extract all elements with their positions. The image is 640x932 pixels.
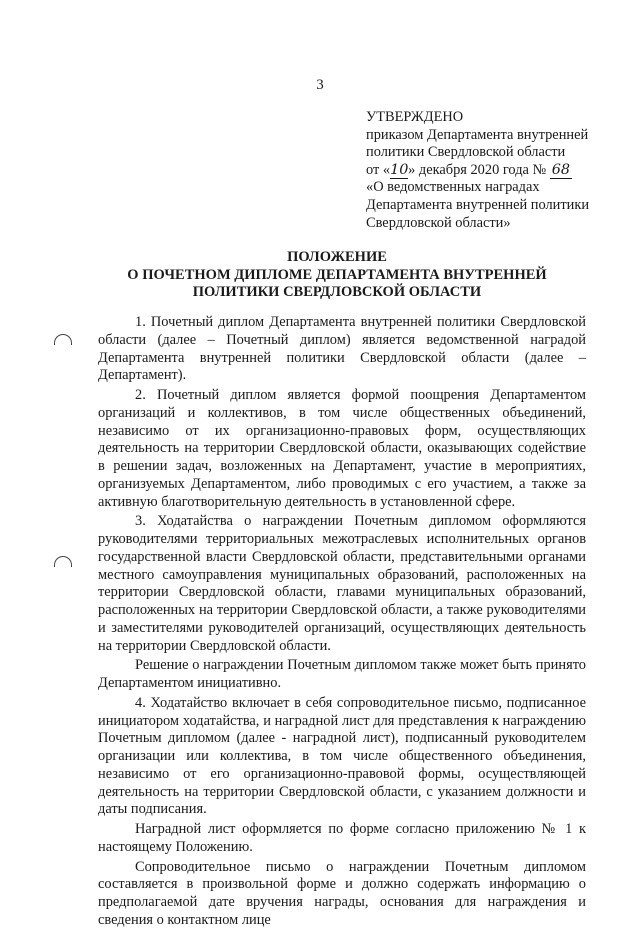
paragraph-2: 2. Почетный диплом является формой поощрения Департаментом организаций и коллективов, в том числе общественных объединений, независимо от их организационно-правовых форм, осуществляющих деятельность на территории Свердловской области, оказывающих содействие в решении задач, возложенных на Департамент, участие в мероприятиях, организуемых Департаментом, либо проводимых с его участием, а также за активную благотворительную деятельность в установленной сфере. bbox=[98, 387, 586, 510]
approval-line-1: приказом Департамента внутренней bbox=[366, 126, 589, 143]
document-body bbox=[98, 314, 586, 932]
approval-date-line bbox=[366, 162, 626, 180]
page-number: 3 bbox=[316, 77, 324, 93]
paragraph-3: 3. Ходатайства о награждении Почетным дипломом оформляются руководителями территориальных межотраслевых исполнительных органов государственной власти Свердловской области, представительными органами местного самоуправления муниципальных образований, расположенных на территории Свердловской области, главами муниципальных образований, расположенных на территории Свердловской области, а также руководителями и заместителями руководителей организаций, осуществляющих деятельность на территории Свердловской области. bbox=[98, 513, 586, 654]
title-line-3: ПОЛИТИКИ СВЕРДЛОВСКОЙ ОБЛАСТИ bbox=[192, 284, 482, 300]
handwritten-order-number: 68 bbox=[551, 161, 570, 178]
paragraph-4: 4. Ходатайство включает в себя сопроводительное письмо, подписанное инициатором ходатайства, и наградной лист для представления к награждению Почетным дипломом (далее - наградной лист), подписанный руководителем организации или коллектива, в том числе общественного объединения, независимо от его организационно-правовой формы, осуществляющей деятельность на территории Свердловской области, с указанием должности и даты подписания. bbox=[98, 694, 586, 818]
title-line-1: ПОЛОЖЕНИЕ bbox=[287, 249, 387, 265]
paragraph-3-note: Решение о награждении Почетным дипломом также может быть принято Департаментом инициативно. bbox=[98, 657, 586, 691]
paragraph-1: 1. Почетный диплом Департамента внутренней политики Свердловской области (далее – Почетный диплом) является ведомственной наградой Департамента внутренней политики Свердловской области (далее – Департамент). bbox=[98, 314, 586, 384]
approval-line-5: Департамента внутренней политики bbox=[366, 196, 590, 213]
approval-line-4: «О ведомственных наградах bbox=[366, 179, 540, 196]
approval-block bbox=[366, 109, 626, 232]
approval-line-2: политики Свердловской области bbox=[366, 144, 566, 161]
date-middle: » декабря 2020 года № bbox=[408, 161, 547, 178]
date-prefix: от « bbox=[366, 161, 391, 178]
paragraph-4-letter: Сопроводительное письмо о награждении Почетным дипломом составляется в произвольной форме и должно содержать информацию о предполагаемой дате вручения награды, основания для награждения и сведения о контактном лице bbox=[98, 858, 586, 928]
handwritten-day: 10 bbox=[390, 161, 409, 178]
approval-heading: УТВЕРЖДЕНО bbox=[366, 109, 464, 125]
approval-line-6: Свердловской области» bbox=[366, 214, 511, 231]
punch-hole-mark-middle bbox=[54, 556, 72, 567]
punch-hole-mark-top bbox=[54, 334, 72, 345]
document-title bbox=[112, 249, 562, 302]
paragraph-4-form-note: Наградной лист оформляется по форме согласно приложению № 1 к настоящему Положению. bbox=[98, 821, 586, 855]
title-line-2: О ПОЧЕТНОМ ДИПЛОМЕ ДЕПАРТАМЕНТА ВНУТРЕННЕЙ bbox=[127, 266, 547, 283]
